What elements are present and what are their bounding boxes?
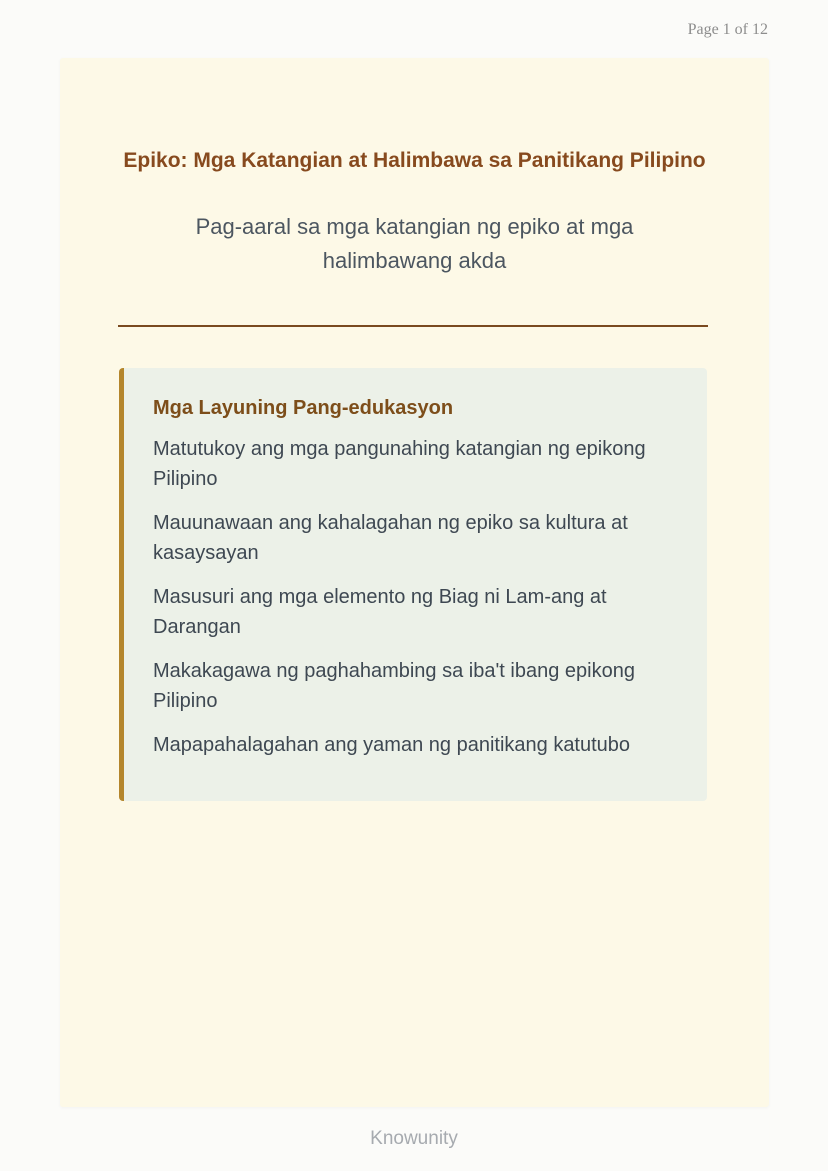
objectives-heading: Mga Layuning Pang-edukasyon bbox=[153, 397, 454, 419]
document-title: Epiko: Mga Katangian at Halimbawa sa Panitikang Pilipino bbox=[123, 149, 706, 172]
objective-item: Makakagawa ng paghahambing sa iba't ibang epikong Pilipino bbox=[153, 660, 635, 712]
document-page bbox=[60, 58, 769, 1107]
objectives-box bbox=[119, 368, 707, 801]
document-subtitle: Pag-aaral sa mga katangian ng epiko at mga halimbawang akda bbox=[195, 214, 634, 273]
knowunity-brand: Knowunity bbox=[370, 1128, 458, 1149]
page-indicator: Page 1 of 12 bbox=[687, 21, 768, 38]
section-divider bbox=[118, 325, 708, 327]
objective-item: Mauunawaan ang kahalagahan ng epiko sa kultura at kasaysayan bbox=[153, 512, 628, 564]
objective-item: Mapapahalagahan ang yaman ng panitikang katutubo bbox=[153, 734, 631, 756]
objective-item: Masusuri ang mga elemento ng Biag ni Lam-ang at Darangan bbox=[153, 586, 607, 638]
objective-item: Matutukoy ang mga pangunahing katangian ng epikong Pilipino bbox=[153, 438, 646, 490]
